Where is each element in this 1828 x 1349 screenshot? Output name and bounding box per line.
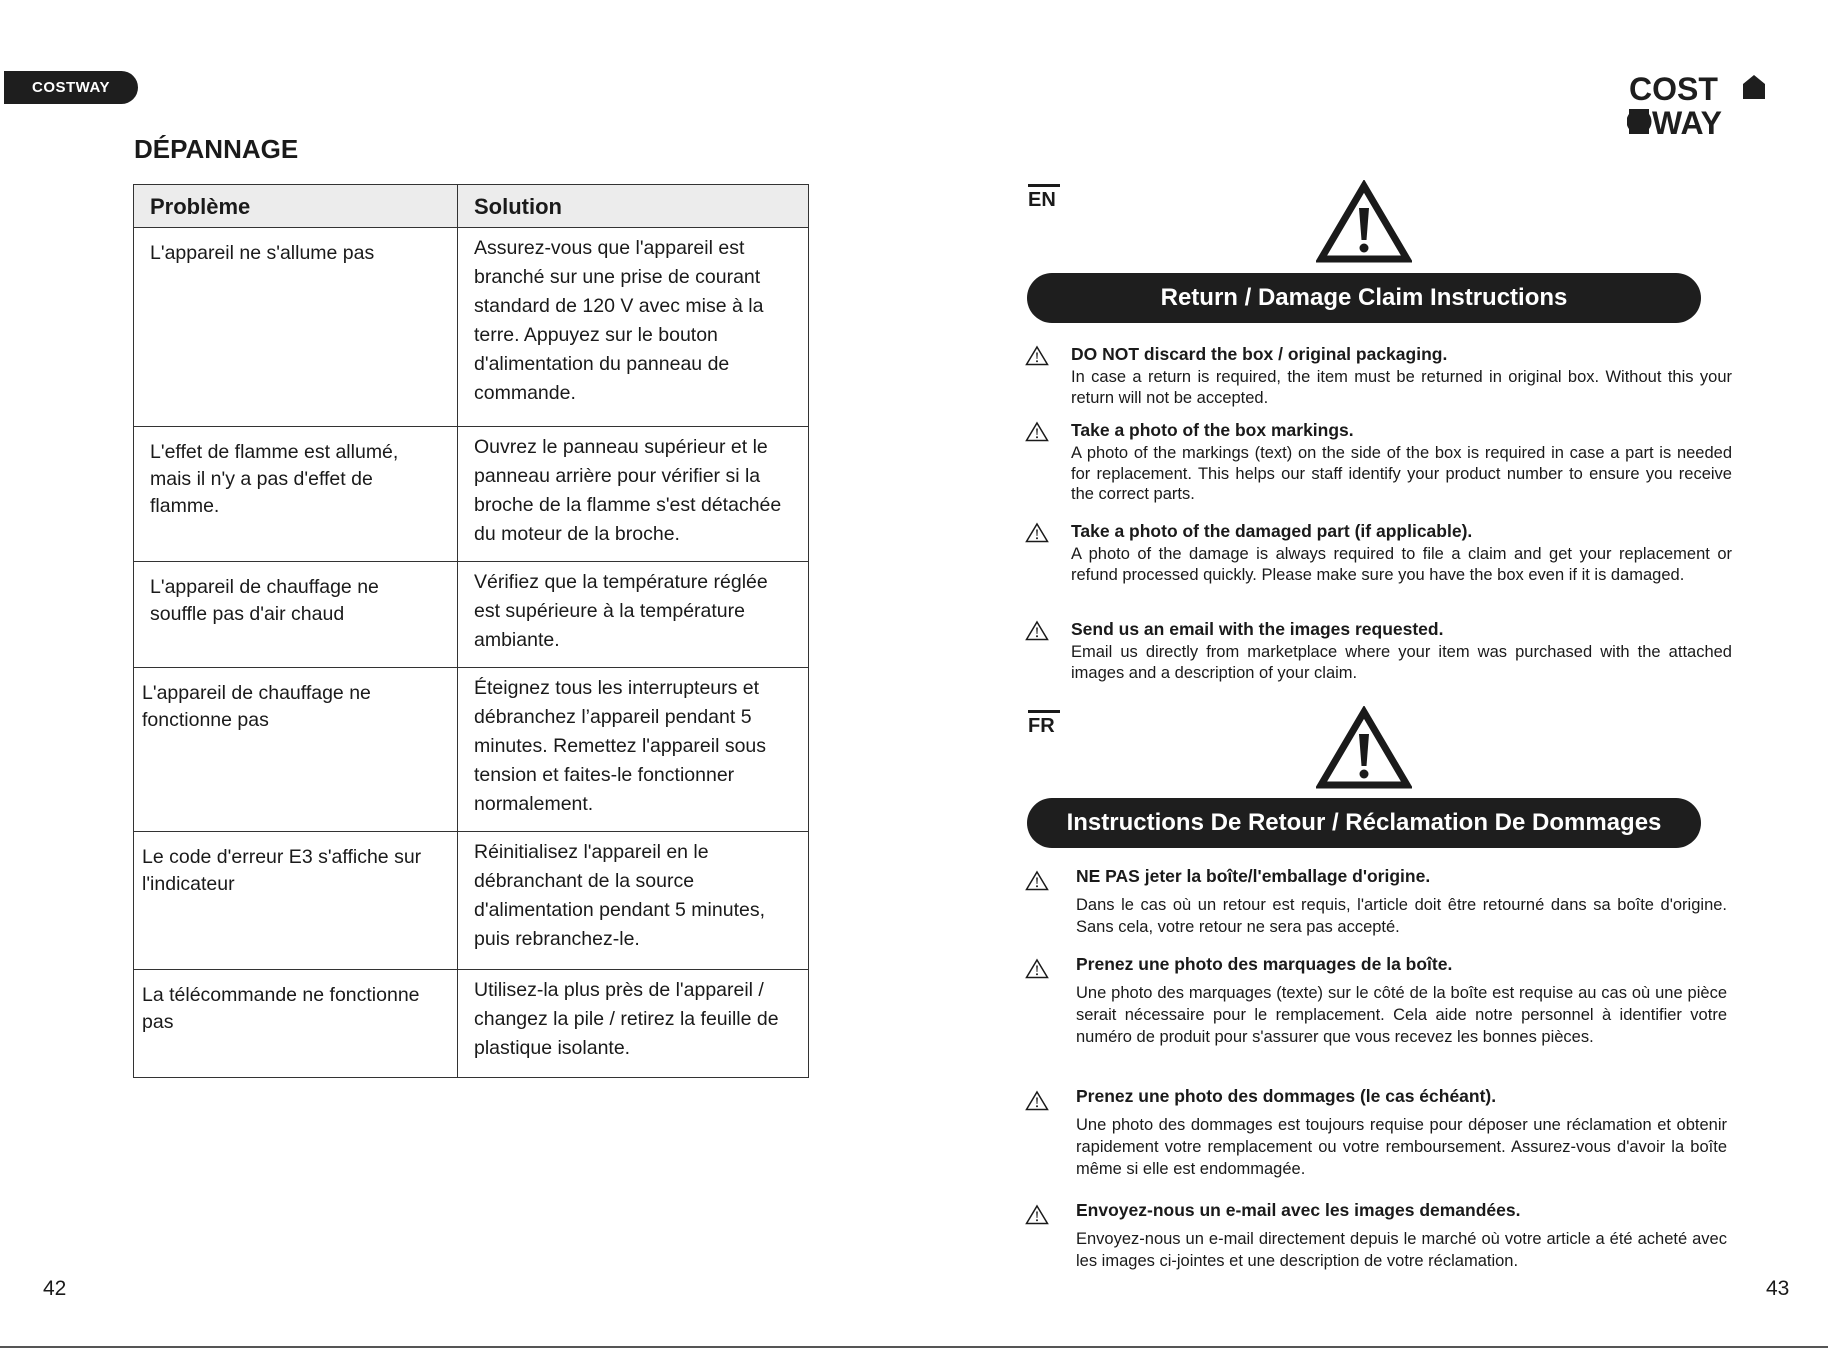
table-row [134,668,809,832]
column-header-solution: Solution [458,185,809,228]
table-row [134,832,809,970]
lang-label-en: EN [1028,189,1056,212]
warning-icon [1025,958,1049,979]
solution-cell: Réinitialisez l'appareil en le débranchant de la source d'alimentation pendant 5 minutes, puis rebranchez-le. [458,832,809,970]
item-body: Dans le cas où un retour est requis, l'article doit être retourné dans sa boîte d'origine. Sans cela, votre retour ne sera pas accepté. [1076,896,1727,936]
problem-cell: Le code d'erreur E3 s'affiche sur l'indicateur [134,832,458,970]
solution-cell: Utilisez-la plus près de l'appareil / changez la pile / retirez la feuille de plastique isolante. [458,970,809,1078]
banner-fr: Instructions De Retour / Réclamation De Dommages [1027,798,1701,848]
problem-cell: L'appareil de chauffage ne fonctionne pas [134,668,458,832]
troubleshooting-table [133,184,809,1078]
item-heading: Take a photo of the damaged part (if applicable). [1071,521,1473,541]
warning-icon [1025,345,1049,366]
column-header-problem: Problème [134,185,458,228]
solution-cell: Ouvrez le panneau supérieur et le panneau arrière pour vérifier si la broche de la flamme s'est détachée du moteur de la broche. [458,427,809,562]
item-body: Une photo des marquages (texte) sur le côté de la boîte est requise au cas où une pièce serait nécessaire pour le remplacement. Cela aide notre personnel à identifier votre numéro de produit pour s'assurer que vous recevez les bonnes pièces. [1076,984,1727,1046]
page-bottom-rule [0,1346,1828,1348]
warning-icon [1025,522,1049,543]
solution-cell: Assurez-vous que l'appareil est branché sur une prise de courant standard de 120 V avec mise à la terre. Appuyez sur le bouton d'alimentation du panneau de commande. [458,228,809,427]
warning-icon [1025,620,1049,641]
warning-icon [1025,421,1049,442]
page-number-left: 42 [43,1277,67,1300]
table-row [134,228,809,427]
logo-text-cost: COST [1629,72,1718,107]
warning-icon [1025,1090,1049,1111]
table-row [134,427,809,562]
problem-cell: La télécommande ne fonctionne pas [134,970,458,1078]
item-body: In case a return is required, the item must be returned in original box. Without this your return will not be accepted. [1071,368,1732,407]
item-heading: Send us an email with the images requested. [1071,619,1444,639]
item-heading: DO NOT discard the box / original packaging. [1071,344,1448,364]
problem-cell: L'appareil de chauffage ne souffle pas d'air chaud [134,562,458,668]
table-row [134,970,809,1078]
banner-en: Return / Damage Claim Instructions [1027,273,1701,323]
brand-tab: COSTWAY [4,71,138,104]
lang-label-fr: FR [1028,715,1055,738]
table-row [134,562,809,668]
solution-cell: Vérifiez que la température réglée est supérieure à la température ambiante. [458,562,809,668]
page-number-right: 43 [1766,1277,1790,1300]
warning-icon [1316,180,1412,264]
item-heading: Prenez une photo des marquages de la boîte. [1076,954,1453,974]
item-body: Envoyez-nous un e-mail directement depuis le marché où votre article a été acheté avec les images ci-jointes et une description de votre réclamation. [1076,1230,1727,1270]
warning-icon [1316,706,1412,790]
logo-text-way: WAY [1652,105,1722,136]
problem-cell: L'appareil ne s'allume pas [134,228,458,427]
item-heading: Envoyez-nous un e-mail avec les images demandées. [1076,1200,1521,1220]
warning-icon [1025,1204,1049,1225]
item-body: Une photo des dommages est toujours requise pour déposer une réclamation et obtenir rapidement votre remplacement ou votre remboursement. Assurez-vous d'avoir la boîte même si elle est endommagée. [1076,1116,1727,1178]
problem-cell: L'effet de flamme est allumé, mais il n'y a pas d'effet de flamme. [134,427,458,562]
warning-icon [1025,870,1049,891]
item-body: Email us directly from marketplace where your item was purchased with the attached images and a description of your claim. [1071,643,1732,682]
table-header-row [134,185,809,228]
item-body: A photo of the damage is always required to file a claim and get your replacement or refund processed quickly. Please make sure you have the box even if it is damaged. [1071,545,1732,584]
item-heading: Take a photo of the box markings. [1071,420,1354,440]
item-heading: NE PAS jeter la boîte/l'emballage d'origine. [1076,866,1431,886]
costway-logo [1627,72,1767,136]
item-heading: Prenez une photo des dommages (le cas échéant). [1076,1086,1497,1106]
item-body: A photo of the markings (text) on the side of the box is required in case a part is needed for replacement. This helps our staff identify your product number to ensure you receive the correct parts. [1071,444,1732,503]
solution-cell: Éteignez tous les interrupteurs et débranchez l’appareil pendant 5 minutes. Remettez l'appareil sous tension et faites-le fonctionner normalement. [458,668,809,832]
page-title: DÉPANNAGE [134,134,299,164]
